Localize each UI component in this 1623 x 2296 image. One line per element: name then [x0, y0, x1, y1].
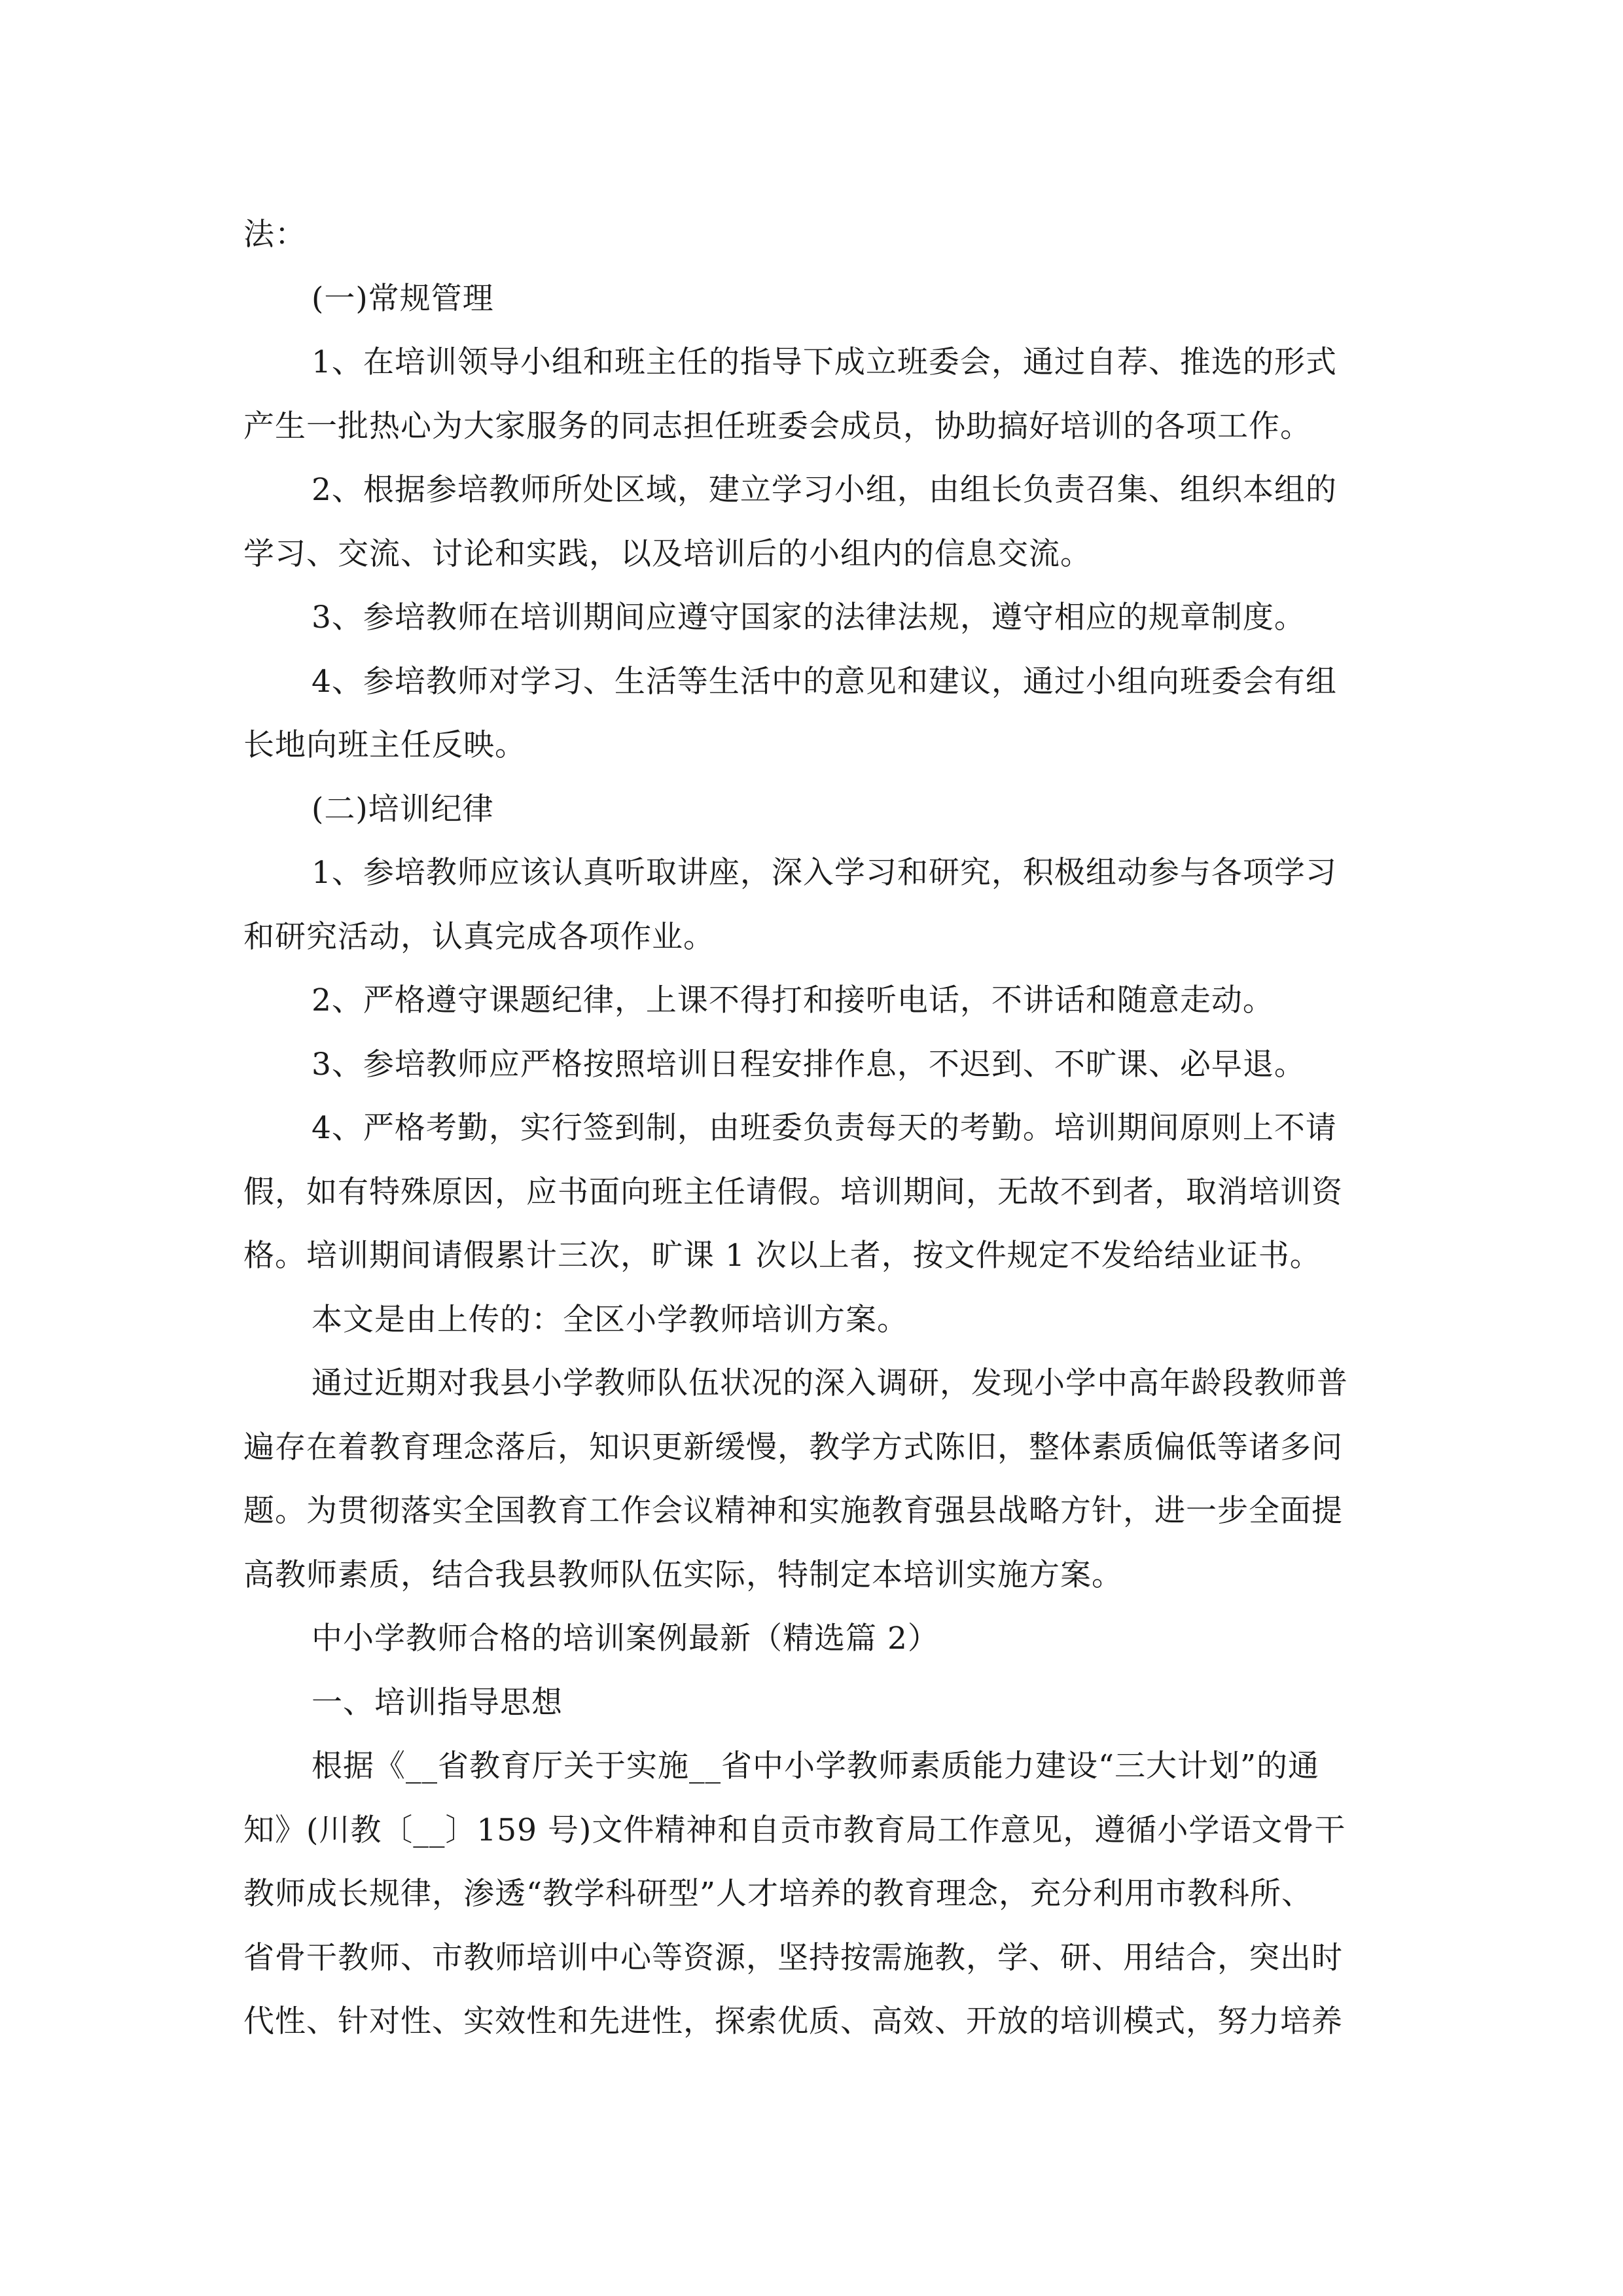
- document-body: [243, 203, 1395, 2054]
- text-line: 教师成长规律，渗透“教学科研型”人才培养的教育理念，充分利用市教科所、: [243, 1876, 1313, 1912]
- section-heading: (二)培训纪律: [312, 791, 494, 827]
- text-line: 法：: [243, 217, 306, 253]
- section-heading: 一、培训指导思想: [312, 1684, 563, 1721]
- text-line: 学习、交流、讨论和实践，以及培训后的小组内的信息交流。: [243, 535, 1092, 572]
- text-line: 4、严格考勤，实行签到制，由班委负责每天的考勤。培训期间原则上不请: [312, 1110, 1337, 1146]
- text-line: 题。为贯彻落实全国教育工作会议精神和实施教育强县战略方针，进一步全面提: [243, 1493, 1343, 1529]
- text-line: 本文是由上传的：全区小学教师培训方案。: [312, 1301, 908, 1338]
- text-line: 省骨干教师、市教师培训中心等资源，坚持按需施教，学、研、用结合，突出时: [243, 1939, 1343, 1976]
- text-line: 遍存在着教育理念落后，知识更新缓慢，教学方式陈旧，整体素质偏低等诸多问: [243, 1429, 1343, 1465]
- text-line: 1、在培训领导小组和班主任的指导下成立班委会，通过自荐、推选的形式: [312, 344, 1337, 380]
- text-line: 通过近期对我县小学教师队伍状况的深入调研，发现小学中高年龄段教师普: [312, 1365, 1348, 1401]
- article-title: 中小学教师合格的培训案例最新（精选篇 2）: [312, 1621, 939, 1657]
- section-heading: (一)常规管理: [312, 280, 494, 317]
- text-line: 高教师素质，结合我县教师队伍实际，特制定本培训实施方案。: [243, 1556, 1123, 1593]
- text-line: 代性、针对性、实效性和先进性，探索优质、高效、开放的培训模式，努力培养: [243, 2003, 1343, 2039]
- text-line: 长地向班主任反映。: [243, 727, 526, 763]
- text-line: 2、根据参培教师所处区域，建立学习小组，由组长负责召集、组织本组的: [312, 472, 1337, 508]
- text-line: 3、参培教师应严格按照培训日程安排作息，不迟到、不旷课、必早退。: [312, 1046, 1306, 1083]
- text-line: 产生一批热心为大家服务的同志担任班委会成员，协助搞好培训的各项工作。: [243, 408, 1311, 444]
- text-line: 假，如有特殊原因，应书面向班主任请假。培训期间，无故不到者，取消培训资: [243, 1174, 1343, 1210]
- text-line: 2、严格遵守课题纪律，上课不得打和接听电话，不讲话和随意走动。: [312, 982, 1274, 1018]
- text-line: 4、参培教师对学习、生活等生活中的意见和建议，通过小组向班委会有组: [312, 663, 1337, 700]
- text-line: 1、参培教师应该认真听取讲座，深入学习和研究，积极组动参与各项学习: [312, 855, 1337, 891]
- text-line: 知》(川教〔__〕159 号)文件精神和自贡市教育局工作意见，遵循小学语文骨干: [243, 1812, 1346, 1848]
- text-line: 3、参培教师在培训期间应遵守国家的法律法规，遵守相应的规章制度。: [312, 600, 1306, 636]
- text-line: 和研究活动，认真完成各项作业。: [243, 918, 715, 955]
- text-line: 格。培训期间请假累计三次，旷课 1 次以上者，按文件规定不发给结业证书。: [243, 1238, 1321, 1274]
- text-line: 根据《__省教育厅关于实施__省中小学教师素质能力建设“三大计划”的通: [312, 1748, 1320, 1784]
